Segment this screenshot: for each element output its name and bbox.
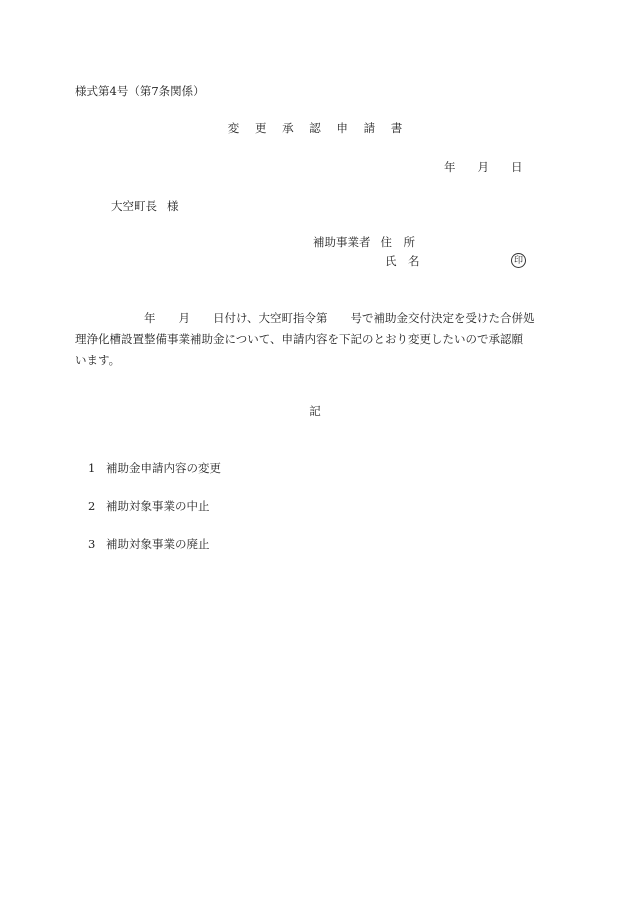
title-char: 認 [309, 121, 321, 135]
body-line: います。 [75, 353, 121, 367]
title-char: 変 [227, 121, 240, 135]
applicant-role: 補助事業者 [313, 235, 371, 249]
address-label: 住 所 [380, 235, 415, 249]
body-line: 理浄化槽設置整備事業補助金について、申請内容を下記のとおり変更したいので承認願 [75, 332, 524, 346]
addressee [111, 201, 179, 213]
applicant-address-line [313, 237, 415, 249]
title-char: 承 [282, 121, 294, 135]
form-number: 様式第4号（第7条関係） [75, 84, 205, 98]
addressee-honorific: 様 [167, 199, 179, 213]
item-number: 1 [88, 461, 96, 475]
ki-heading: 記 [309, 404, 321, 418]
list-item [88, 463, 221, 475]
item-label: 補助対象事業の中止 [106, 499, 210, 513]
title-char: 更 [254, 121, 267, 135]
date-line [444, 162, 523, 174]
item-number: 2 [88, 499, 96, 513]
body-paragraph [75, 308, 535, 371]
item-number: 3 [88, 537, 96, 551]
addressee-name: 大空町長 [111, 199, 157, 213]
title-char: 請 [363, 121, 376, 135]
document-title [0, 123, 630, 135]
body-line: 年 月 日付け、大空町指令第 号で補助金交付決定を受けた合併処 [75, 311, 535, 325]
title-char: 書 [390, 121, 403, 135]
date-day: 日 [511, 160, 523, 174]
applicant-name-line [385, 256, 420, 268]
list-item [88, 539, 210, 551]
date-year: 年 [444, 160, 456, 174]
item-label: 補助金申請内容の変更 [106, 461, 221, 475]
title-char: 申 [336, 121, 348, 135]
date-month: 月 [477, 160, 489, 174]
seal-mark: 印 [511, 253, 526, 268]
list-item [88, 501, 210, 513]
item-label: 補助対象事業の廃止 [106, 537, 210, 551]
name-label: 氏 名 [385, 254, 420, 268]
